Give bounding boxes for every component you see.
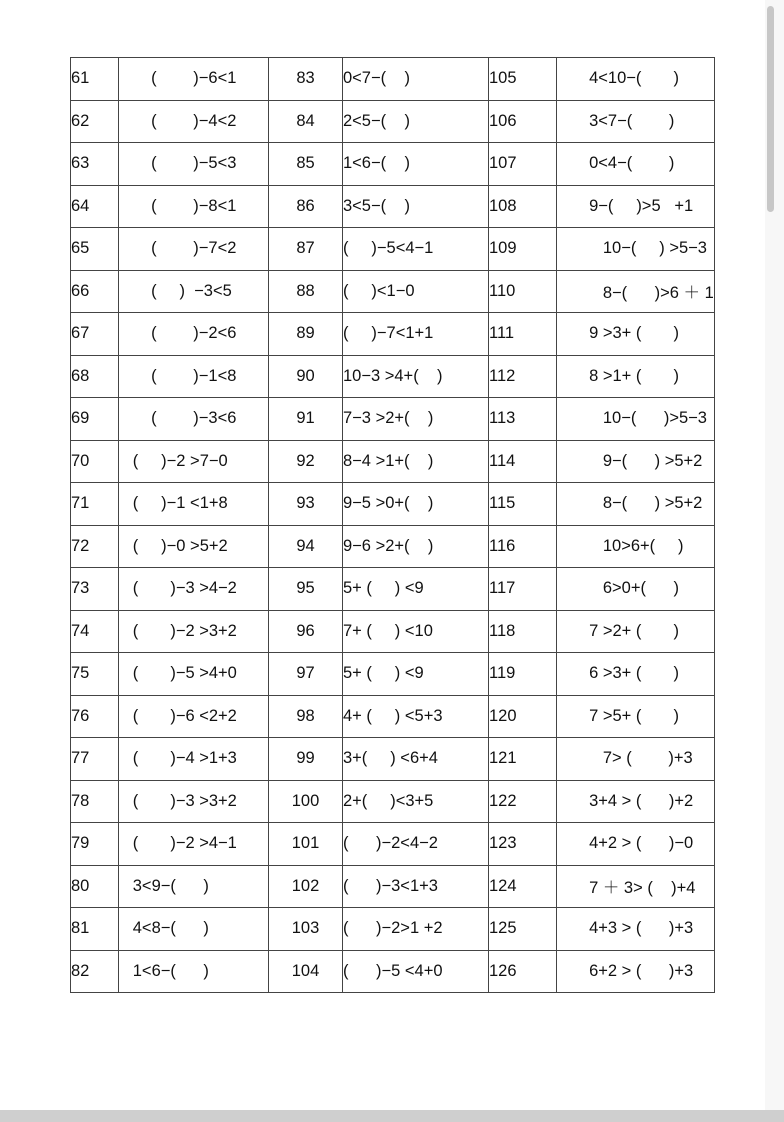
problem-expression: 4+3 > ( )+3	[557, 908, 715, 951]
problem-expression: 1<6−( )	[343, 143, 489, 186]
problem-number: 101	[269, 823, 343, 866]
problem-number: 78	[71, 780, 119, 823]
problem-number: 97	[269, 653, 343, 696]
problem-number: 108	[489, 185, 557, 228]
problem-expression: ( )−7<1+1	[343, 313, 489, 356]
problem-expression: ( )−6 <2+2	[119, 695, 269, 738]
problem-expression: 6>0+( )	[557, 568, 715, 611]
problem-expression: ( )<1−0	[343, 270, 489, 313]
problem-expression: ( )−2 >3+2	[119, 610, 269, 653]
problem-expression: ( )−3 >3+2	[119, 780, 269, 823]
problem-expression: ( )−6<1	[119, 58, 269, 101]
problem-expression: 10−( ) >5−3	[557, 228, 715, 271]
problem-expression: 3<5−( )	[343, 185, 489, 228]
problem-number: 103	[269, 908, 343, 951]
problem-expression: 3+4 > ( )+2	[557, 780, 715, 823]
problem-number: 80	[71, 865, 119, 908]
problem-expression: 10−( )>5−3	[557, 398, 715, 441]
problem-expression: 10>6+( )	[557, 525, 715, 568]
problem-number: 124	[489, 865, 557, 908]
problem-number: 86	[269, 185, 343, 228]
problem-number: 91	[269, 398, 343, 441]
problem-number: 99	[269, 738, 343, 781]
problem-expression: ( )−2<6	[119, 313, 269, 356]
problem-expression: 6+2 > ( )+3	[557, 950, 715, 993]
problem-expression: 2<5−( )	[343, 100, 489, 143]
problem-expression: ( )−3<1+3	[343, 865, 489, 908]
problem-number: 119	[489, 653, 557, 696]
problem-number: 102	[269, 865, 343, 908]
table-row	[71, 610, 715, 653]
problem-expression: 2+( )<3+5	[343, 780, 489, 823]
problem-number: 72	[71, 525, 119, 568]
problem-number: 110	[489, 270, 557, 313]
problem-expression: ( )−2>1 +2	[343, 908, 489, 951]
problem-number: 66	[71, 270, 119, 313]
problem-expression: 0<7−( )	[343, 58, 489, 101]
problem-number: 104	[269, 950, 343, 993]
problem-number: 77	[71, 738, 119, 781]
problem-expression: 4+ ( ) <5+3	[343, 695, 489, 738]
exercise-table-body	[71, 58, 715, 993]
problem-expression: ( )−3 >4−2	[119, 568, 269, 611]
problem-number: 73	[71, 568, 119, 611]
problem-number: 98	[269, 695, 343, 738]
table-row	[71, 440, 715, 483]
problem-number: 74	[71, 610, 119, 653]
problem-number: 114	[489, 440, 557, 483]
problem-number: 125	[489, 908, 557, 951]
problem-expression: ( )−2 >4−1	[119, 823, 269, 866]
exercise-table	[70, 57, 715, 993]
problem-expression: ( )−2<4−2	[343, 823, 489, 866]
problem-number: 113	[489, 398, 557, 441]
problem-expression: 1<6−( )	[119, 950, 269, 993]
problem-expression: 9−5 >0+( )	[343, 483, 489, 526]
problem-number: 63	[71, 143, 119, 186]
problem-number: 71	[71, 483, 119, 526]
problem-number: 94	[269, 525, 343, 568]
problem-number: 105	[489, 58, 557, 101]
problem-expression: 9−( )>5 +1	[557, 185, 715, 228]
table-row	[71, 100, 715, 143]
problem-number: 68	[71, 355, 119, 398]
problem-number: 115	[489, 483, 557, 526]
problem-number: 76	[71, 695, 119, 738]
problem-number: 87	[269, 228, 343, 271]
problem-number: 121	[489, 738, 557, 781]
problem-expression: ( )−5 <4+0	[343, 950, 489, 993]
problem-expression: ( ) −3<5	[119, 270, 269, 313]
problem-number: 69	[71, 398, 119, 441]
problem-number: 107	[489, 143, 557, 186]
problem-number: 83	[269, 58, 343, 101]
table-row	[71, 228, 715, 271]
table-row	[71, 653, 715, 696]
problem-number: 79	[71, 823, 119, 866]
table-row	[71, 695, 715, 738]
problem-expression: ( )−5<3	[119, 143, 269, 186]
problem-number: 81	[71, 908, 119, 951]
problem-expression: 9−6 >2+( )	[343, 525, 489, 568]
problem-number: 65	[71, 228, 119, 271]
problem-number: 67	[71, 313, 119, 356]
problem-expression: 3<9−( )	[119, 865, 269, 908]
problem-expression: ( )−1<8	[119, 355, 269, 398]
problem-number: 117	[489, 568, 557, 611]
problem-expression: ( )−1 <1+8	[119, 483, 269, 526]
problem-expression: 9 >3+ ( )	[557, 313, 715, 356]
problem-expression: 7 >5+ ( )	[557, 695, 715, 738]
table-row	[71, 738, 715, 781]
table-row	[71, 525, 715, 568]
problem-expression: ( )−4 >1+3	[119, 738, 269, 781]
problem-expression: 7 >2+ ( )	[557, 610, 715, 653]
problem-number: 126	[489, 950, 557, 993]
problem-expression: 4+2 > ( )−0	[557, 823, 715, 866]
problem-number: 116	[489, 525, 557, 568]
bottom-edge	[0, 1110, 784, 1122]
problem-number: 70	[71, 440, 119, 483]
table-row	[71, 58, 715, 101]
table-row	[71, 398, 715, 441]
problem-number: 111	[489, 313, 557, 356]
table-row	[71, 950, 715, 993]
problem-expression: ( )−8<1	[119, 185, 269, 228]
problem-expression: 8−( ) >5+2	[557, 483, 715, 526]
problem-number: 90	[269, 355, 343, 398]
problem-number: 61	[71, 58, 119, 101]
problem-expression: 7−3 >2+( )	[343, 398, 489, 441]
problem-expression: 5+ ( ) <9	[343, 568, 489, 611]
table-row	[71, 865, 715, 908]
problem-number: 75	[71, 653, 119, 696]
table-row	[71, 185, 715, 228]
problem-number: 123	[489, 823, 557, 866]
problem-number: 82	[71, 950, 119, 993]
problem-number: 88	[269, 270, 343, 313]
problem-expression: ( )−0 >5+2	[119, 525, 269, 568]
problem-number: 62	[71, 100, 119, 143]
problem-number: 93	[269, 483, 343, 526]
problem-expression: 8 >1+ ( )	[557, 355, 715, 398]
problem-expression: ( )−5 >4+0	[119, 653, 269, 696]
problem-number: 64	[71, 185, 119, 228]
problem-expression: 9−( ) >5+2	[557, 440, 715, 483]
table-row	[71, 483, 715, 526]
problem-number: 118	[489, 610, 557, 653]
problem-number: 109	[489, 228, 557, 271]
table-row	[71, 355, 715, 398]
problem-expression: 8−( )>6 ＋ 1	[557, 270, 715, 313]
problem-expression: 10−3 >4+( )	[343, 355, 489, 398]
problem-expression: ( )−4<2	[119, 100, 269, 143]
problem-expression: ( )−7<2	[119, 228, 269, 271]
problem-number: 89	[269, 313, 343, 356]
problem-expression: 8−4 >1+( )	[343, 440, 489, 483]
problem-expression: 4<8−( )	[119, 908, 269, 951]
problem-expression: 0<4−( )	[557, 143, 715, 186]
problem-expression: 4<10−( )	[557, 58, 715, 101]
problem-number: 112	[489, 355, 557, 398]
problem-number: 84	[269, 100, 343, 143]
table-row	[71, 143, 715, 186]
table-row	[71, 823, 715, 866]
problem-number: 122	[489, 780, 557, 823]
problem-expression: 7+ ( ) <10	[343, 610, 489, 653]
table-row	[71, 270, 715, 313]
problem-number: 120	[489, 695, 557, 738]
table-row	[71, 780, 715, 823]
problem-expression: ( )−3<6	[119, 398, 269, 441]
problem-number: 85	[269, 143, 343, 186]
problem-expression: 3+( ) <6+4	[343, 738, 489, 781]
problem-number: 95	[269, 568, 343, 611]
problem-expression: 6 >3+ ( )	[557, 653, 715, 696]
problem-expression: ( )−5<4−1	[343, 228, 489, 271]
problem-number: 92	[269, 440, 343, 483]
problem-number: 106	[489, 100, 557, 143]
problem-expression: 5+ ( ) <9	[343, 653, 489, 696]
problem-expression: 7 ＋ 3> ( )+4	[557, 865, 715, 908]
table-row	[71, 908, 715, 951]
scrollbar-thumb[interactable]	[767, 6, 774, 212]
problem-expression: 3<7−( )	[557, 100, 715, 143]
problem-number: 100	[269, 780, 343, 823]
problem-number: 96	[269, 610, 343, 653]
problem-expression: 7> ( )+3	[557, 738, 715, 781]
table-row	[71, 568, 715, 611]
table-row	[71, 313, 715, 356]
problem-expression: ( )−2 >7−0	[119, 440, 269, 483]
